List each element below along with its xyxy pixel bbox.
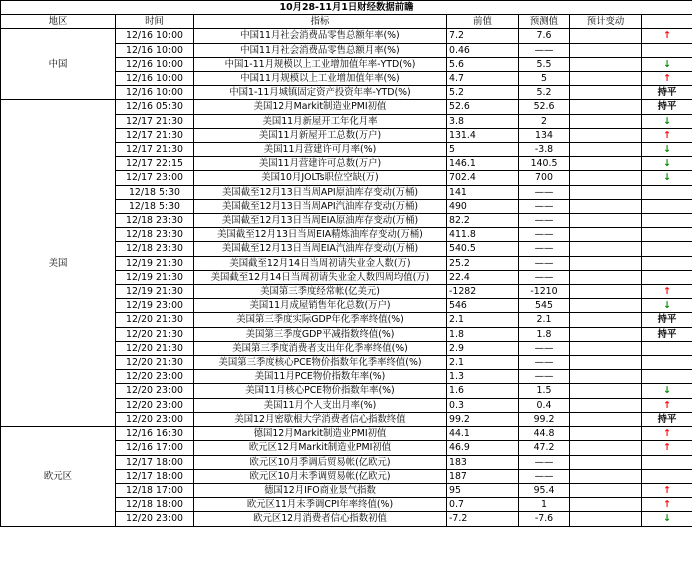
forecast-value-cell: 1.5: [519, 384, 570, 398]
indicator-cell: 美国截至12月14日当周初请失业金人数(万): [194, 256, 447, 270]
trend-cell: [642, 327, 693, 341]
previous-value-cell: 1.8: [447, 327, 519, 341]
trend-cell: [642, 57, 693, 71]
indicator-cell: 美国截至12月14日当周初请失业金人数四周均值(万): [194, 270, 447, 284]
indicator-cell: 欧元区12月消费者信心指数初值: [194, 512, 447, 526]
forecast-value-cell: 5.5: [519, 57, 570, 71]
table-row: [1, 427, 693, 441]
indicator-cell: 美国11月个人支出月率(%): [194, 398, 447, 412]
previous-value-cell: 0.3: [447, 398, 519, 412]
trend-cell: [642, 214, 693, 228]
title-row: [1, 1, 693, 15]
indicator-cell: 美国11月PCE物价指数年率(%): [194, 370, 447, 384]
trend-cell: [642, 313, 693, 327]
trend-cell: [642, 100, 693, 114]
indicator-cell: 中国1-11月规模以上工业增加值年率-YTD(%): [194, 57, 447, 71]
flat-label: 持平: [657, 328, 677, 340]
indicator-cell: 中国11月规模以上工业增加值年率(%): [194, 72, 447, 86]
expected-change-cell: [570, 242, 642, 256]
forecast-value-cell: ——: [519, 199, 570, 213]
time-cell: 12/16 10:00: [116, 43, 194, 57]
time-cell: 12/18 23:30: [116, 214, 194, 228]
trend-cell: [642, 270, 693, 284]
arrow-down-icon: ↓: [663, 300, 671, 312]
previous-value-cell: 5.2: [447, 86, 519, 100]
expected-change-cell: [570, 86, 642, 100]
indicator-cell: 德国12月IFO商业景气指数: [194, 483, 447, 497]
expected-change-cell: [570, 228, 642, 242]
time-cell: 12/20 23:00: [116, 398, 194, 412]
trend-cell: [642, 228, 693, 242]
trend-cell: [642, 455, 693, 469]
header-trend-blank: [642, 15, 693, 29]
trend-cell: [642, 412, 693, 426]
arrow-up-icon: ↑: [663, 442, 671, 454]
forecast-value-cell: 545: [519, 299, 570, 313]
previous-value-cell: 546: [447, 299, 519, 313]
flat-label: 持平: [657, 87, 677, 99]
trend-cell: [642, 72, 693, 86]
expected-change-cell: [570, 72, 642, 86]
forecast-value-cell: -1210: [519, 285, 570, 299]
indicator-cell: 美国11月成屋销售年化总数(万户): [194, 299, 447, 313]
region-cell: 中国: [1, 29, 116, 100]
arrow-up-icon: ↑: [663, 399, 671, 411]
time-cell: 12/20 21:30: [116, 341, 194, 355]
trend-cell: [642, 256, 693, 270]
trend-cell: [642, 356, 693, 370]
expected-change-cell: [570, 171, 642, 185]
forecast-value-cell: ——: [519, 256, 570, 270]
indicator-cell: 欧元区10月未季调贸易帐(亿欧元): [194, 469, 447, 483]
indicator-cell: 美国截至12月13日当周API原油库存变动(万桶): [194, 185, 447, 199]
previous-value-cell: 4.7: [447, 72, 519, 86]
arrow-up-icon: ↑: [663, 484, 671, 496]
arrow-down-icon: ↓: [663, 115, 671, 127]
previous-value-cell: 3.8: [447, 114, 519, 128]
trend-cell: [642, 128, 693, 142]
arrow-down-icon: ↓: [663, 513, 671, 525]
forecast-value-cell: 95.4: [519, 483, 570, 497]
indicator-cell: 美国截至12月13日当周EIA精炼油库存变动(万桶): [194, 228, 447, 242]
header-indicator: 指标: [194, 15, 447, 29]
expected-change-cell: [570, 370, 642, 384]
indicator-cell: 德国12月Markit制造业PMI初值: [194, 427, 447, 441]
indicator-cell: 美国截至12月13日当周EIA原油库存变动(万桶): [194, 214, 447, 228]
expected-change-cell: [570, 214, 642, 228]
trend-cell: [642, 441, 693, 455]
header-region: 地区: [1, 15, 116, 29]
expected-change-cell: [570, 185, 642, 199]
trend-cell: [642, 370, 693, 384]
indicator-cell: 美国第三季度核心PCE物价指数年化季率终值(%): [194, 356, 447, 370]
indicator-cell: 美国11月营建许可月率(%): [194, 143, 447, 157]
indicator-cell: 美国第三季度GDP平减指数终值(%): [194, 327, 447, 341]
expected-change-cell: [570, 313, 642, 327]
indicator-cell: 美国第三季度消费者支出年化季率终值(%): [194, 341, 447, 355]
arrow-down-icon: ↓: [663, 172, 671, 184]
time-cell: 12/17 23:00: [116, 171, 194, 185]
time-cell: 12/18 23:30: [116, 242, 194, 256]
indicator-cell: 美国11月新屋开工年化月率: [194, 114, 447, 128]
trend-cell: [642, 157, 693, 171]
indicator-cell: 欧元区11月未季调CPI年率终值(%): [194, 498, 447, 512]
arrow-down-icon: ↓: [663, 144, 671, 156]
forecast-value-cell: 7.6: [519, 29, 570, 43]
trend-cell: [642, 299, 693, 313]
previous-value-cell: 25.2: [447, 256, 519, 270]
time-cell: 12/16 16:30: [116, 427, 194, 441]
forecast-value-cell: ——: [519, 469, 570, 483]
forecast-value-cell: 5: [519, 72, 570, 86]
indicator-cell: 美国12月密歇根大学消费者信心指数终值: [194, 412, 447, 426]
forecast-value-cell: 52.6: [519, 100, 570, 114]
arrow-up-icon: ↑: [663, 286, 671, 298]
expected-change-cell: [570, 441, 642, 455]
expected-change-cell: [570, 299, 642, 313]
previous-value-cell: 540.5: [447, 242, 519, 256]
arrow-down-icon: ↓: [663, 58, 671, 70]
expected-change-cell: [570, 100, 642, 114]
forecast-value-cell: 0.4: [519, 398, 570, 412]
expected-change-cell: [570, 199, 642, 213]
time-cell: 12/17 22:15: [116, 157, 194, 171]
expected-change-cell: [570, 43, 642, 57]
expected-change-cell: [570, 327, 642, 341]
forecast-value-cell: 134: [519, 128, 570, 142]
arrow-up-icon: ↑: [663, 30, 671, 42]
previous-value-cell: 52.6: [447, 100, 519, 114]
expected-change-cell: [570, 341, 642, 355]
header-expected-change: 预计变动: [570, 15, 642, 29]
previous-value-cell: 46.9: [447, 441, 519, 455]
indicator-cell: 欧元区12月Markit制造业PMI初值: [194, 441, 447, 455]
previous-value-cell: 1.3: [447, 370, 519, 384]
header-time: 时间: [116, 15, 194, 29]
expected-change-cell: [570, 256, 642, 270]
arrow-up-icon: ↑: [663, 73, 671, 85]
header-forecast: 预测值: [519, 15, 570, 29]
forecast-value-cell: 140.5: [519, 157, 570, 171]
time-cell: 12/17 18:00: [116, 455, 194, 469]
forecast-value-cell: -3.8: [519, 143, 570, 157]
indicator-cell: 美国截至12月13日当周API汽油库存变动(万桶): [194, 199, 447, 213]
forecast-value-cell: 1.8: [519, 327, 570, 341]
forecast-value-cell: ——: [519, 228, 570, 242]
time-cell: 12/17 21:30: [116, 143, 194, 157]
previous-value-cell: 2.1: [447, 356, 519, 370]
previous-value-cell: 490: [447, 199, 519, 213]
arrow-down-icon: ↓: [663, 385, 671, 397]
time-cell: 12/20 23:00: [116, 512, 194, 526]
region-cell: 欧元区: [1, 427, 116, 526]
expected-change-cell: [570, 398, 642, 412]
expected-change-cell: [570, 29, 642, 43]
indicator-cell: 中国11月社会消费品零售总额月率(%): [194, 43, 447, 57]
time-cell: 12/17 21:30: [116, 128, 194, 142]
previous-value-cell: 7.2: [447, 29, 519, 43]
trend-cell: [642, 171, 693, 185]
flat-label: 持平: [657, 101, 677, 113]
time-cell: 12/20 23:00: [116, 412, 194, 426]
trend-cell: [642, 199, 693, 213]
indicator-cell: 中国11月社会消费品零售总额年率(%): [194, 29, 447, 43]
forecast-value-cell: 700: [519, 171, 570, 185]
time-cell: 12/19 21:30: [116, 270, 194, 284]
forecast-value-cell: ——: [519, 43, 570, 57]
time-cell: 12/18 5:30: [116, 185, 194, 199]
trend-cell: [642, 498, 693, 512]
time-cell: 12/20 23:00: [116, 384, 194, 398]
forecast-value-cell: 44.8: [519, 427, 570, 441]
time-cell: 12/16 05:30: [116, 100, 194, 114]
previous-value-cell: 2.1: [447, 313, 519, 327]
flat-label: 持平: [657, 413, 677, 425]
header-row: [1, 15, 693, 29]
arrow-up-icon: ↑: [663, 428, 671, 440]
arrow-up-icon: ↑: [663, 499, 671, 511]
previous-value-cell: 146.1: [447, 157, 519, 171]
previous-value-cell: 0.7: [447, 498, 519, 512]
expected-change-cell: [570, 498, 642, 512]
forecast-value-cell: 5.2: [519, 86, 570, 100]
indicator-cell: 美国截至12月13日当周EIA汽油库存变动(万桶): [194, 242, 447, 256]
previous-value-cell: 1.6: [447, 384, 519, 398]
time-cell: 12/17 21:30: [116, 114, 194, 128]
expected-change-cell: [570, 427, 642, 441]
indicator-cell: 美国11月营建许可总数(万户): [194, 157, 447, 171]
previous-value-cell: 22.4: [447, 270, 519, 284]
table-title: 10月28-11月1日财经数据前瞻: [1, 1, 693, 15]
trend-cell: [642, 185, 693, 199]
trend-cell: [642, 242, 693, 256]
forecast-value-cell: ——: [519, 270, 570, 284]
previous-value-cell: 2.9: [447, 341, 519, 355]
time-cell: 12/20 21:30: [116, 356, 194, 370]
time-cell: 12/18 23:30: [116, 228, 194, 242]
forecast-value-cell: 1: [519, 498, 570, 512]
trend-cell: [642, 483, 693, 497]
previous-value-cell: 95: [447, 483, 519, 497]
expected-change-cell: [570, 469, 642, 483]
forecast-value-cell: ——: [519, 341, 570, 355]
table-body: [1, 1, 693, 527]
previous-value-cell: 141: [447, 185, 519, 199]
forecast-value-cell: 2.1: [519, 313, 570, 327]
expected-change-cell: [570, 143, 642, 157]
expected-change-cell: [570, 114, 642, 128]
expected-change-cell: [570, 128, 642, 142]
trend-cell: [642, 341, 693, 355]
time-cell: 12/16 17:00: [116, 441, 194, 455]
time-cell: 12/20 21:30: [116, 327, 194, 341]
expected-change-cell: [570, 356, 642, 370]
forecast-value-cell: ——: [519, 370, 570, 384]
time-cell: 12/16 10:00: [116, 86, 194, 100]
time-cell: 12/18 17:00: [116, 483, 194, 497]
table-row: [1, 100, 693, 114]
trend-cell: [642, 143, 693, 157]
previous-value-cell: 702.4: [447, 171, 519, 185]
indicator-cell: 欧元区10月季调后贸易帐(亿欧元): [194, 455, 447, 469]
forecast-value-cell: ——: [519, 455, 570, 469]
expected-change-cell: [570, 57, 642, 71]
forecast-value-cell: ——: [519, 356, 570, 370]
indicator-cell: 美国第三季度经常帐(亿美元): [194, 285, 447, 299]
forecast-value-cell: 2: [519, 114, 570, 128]
trend-cell: [642, 384, 693, 398]
expected-change-cell: [570, 285, 642, 299]
time-cell: 12/18 5:30: [116, 199, 194, 213]
region-cell: 美国: [1, 100, 116, 427]
indicator-cell: 美国12月Markit制造业PMI初值: [194, 100, 447, 114]
expected-change-cell: [570, 157, 642, 171]
forecast-value-cell: 47.2: [519, 441, 570, 455]
time-cell: 12/16 10:00: [116, 57, 194, 71]
time-cell: 12/16 10:00: [116, 29, 194, 43]
trend-cell: [642, 114, 693, 128]
trend-cell: [642, 427, 693, 441]
time-cell: 12/19 23:00: [116, 299, 194, 313]
time-cell: 12/17 18:00: [116, 469, 194, 483]
trend-cell: [642, 469, 693, 483]
previous-value-cell: 82.2: [447, 214, 519, 228]
indicator-cell: 美国10月JOLTs职位空缺(万): [194, 171, 447, 185]
forecast-value-cell: ——: [519, 185, 570, 199]
trend-cell: [642, 398, 693, 412]
time-cell: 12/20 23:00: [116, 370, 194, 384]
arrow-up-icon: ↑: [663, 129, 671, 141]
time-cell: 12/16 10:00: [116, 72, 194, 86]
header-previous: 前值: [447, 15, 519, 29]
forecast-value-cell: ——: [519, 214, 570, 228]
expected-change-cell: [570, 270, 642, 284]
indicator-cell: 美国第三季度实际GDP年化季率终值(%): [194, 313, 447, 327]
forecast-value-cell: ——: [519, 242, 570, 256]
trend-cell: [642, 86, 693, 100]
previous-value-cell: 183: [447, 455, 519, 469]
time-cell: 12/18 18:00: [116, 498, 194, 512]
previous-value-cell: 44.1: [447, 427, 519, 441]
previous-value-cell: 5.6: [447, 57, 519, 71]
time-cell: 12/19 21:30: [116, 285, 194, 299]
expected-change-cell: [570, 412, 642, 426]
previous-value-cell: 0.46: [447, 43, 519, 57]
arrow-down-icon: ↓: [663, 158, 671, 170]
expected-change-cell: [570, 384, 642, 398]
indicator-cell: 美国11月核心PCE物价指数年率(%): [194, 384, 447, 398]
forecast-value-cell: -7.6: [519, 512, 570, 526]
trend-cell: [642, 43, 693, 57]
forecast-value-cell: 99.2: [519, 412, 570, 426]
previous-value-cell: -1282: [447, 285, 519, 299]
indicator-cell: 美国11月新屋开工总数(万户): [194, 128, 447, 142]
time-cell: 12/20 21:30: [116, 313, 194, 327]
expected-change-cell: [570, 455, 642, 469]
expected-change-cell: [570, 483, 642, 497]
previous-value-cell: 99.2: [447, 412, 519, 426]
trend-cell: [642, 285, 693, 299]
time-cell: 12/19 21:30: [116, 256, 194, 270]
table-row: [1, 29, 693, 43]
expected-change-cell: [570, 512, 642, 526]
previous-value-cell: 187: [447, 469, 519, 483]
trend-cell: [642, 512, 693, 526]
previous-value-cell: 5: [447, 143, 519, 157]
previous-value-cell: -7.2: [447, 512, 519, 526]
trend-cell: [642, 29, 693, 43]
flat-label: 持平: [657, 314, 677, 326]
previous-value-cell: 131.4: [447, 128, 519, 142]
previous-value-cell: 411.8: [447, 228, 519, 242]
indicator-cell: 中国1-11月城镇固定资产投资年率-YTD(%): [194, 86, 447, 100]
